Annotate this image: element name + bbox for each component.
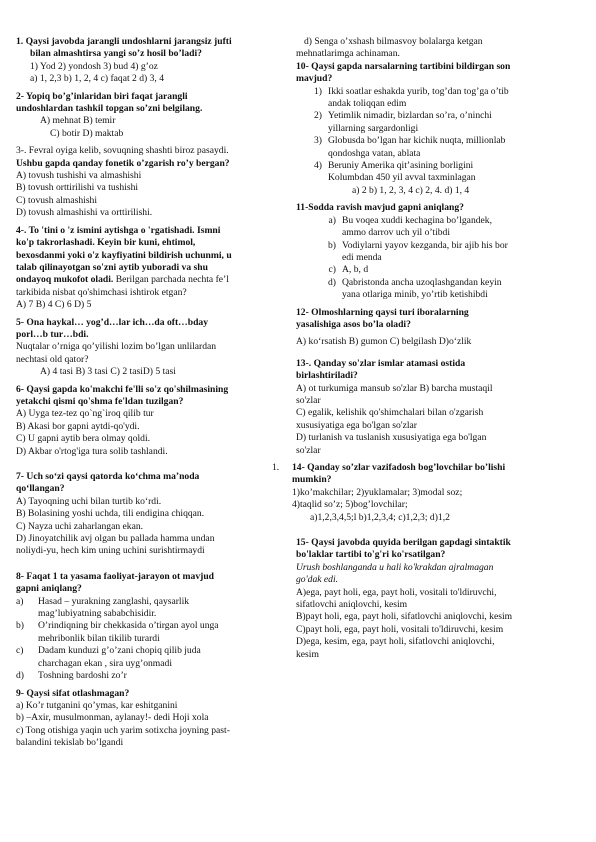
question-7-option: B) Bolasining yoshi uchda, tili endigina chiqqan.: [16, 508, 205, 520]
question-15-sentence-line: go'dak edi.: [296, 574, 339, 586]
option-text-line: Hasad – yurakning zanglashi, qaysarlik: [38, 595, 190, 607]
question-4: [16, 225, 288, 312]
option-text: [342, 215, 568, 240]
question-15-sentence-line: Urush boshlanganda u hali ko'krakdan ajralmagan: [296, 561, 494, 573]
question-13-title-line: 13-. Qanday so'zlar ismlar atamasi ostida: [296, 357, 466, 369]
question-12: [296, 307, 568, 349]
question-4-title-line: ko'p takrorlashadi. Keyin bir kuni, ehtimol,: [16, 237, 196, 249]
question-7-option: noliydi-yu, hech kim uning uchini surishtirmaydi: [16, 545, 205, 557]
question-9: [16, 688, 288, 750]
item-text-line: Kolumbdan 450 yil avval taxminlagan: [328, 172, 476, 184]
item-number: 1): [314, 85, 322, 97]
question-4-normal-tail: Berilgan parchada nechta fe’l: [113, 274, 229, 286]
question-12-title-line: yasalishiga asos bo’la oladi?: [296, 318, 411, 330]
option-text: [342, 240, 568, 265]
question-14-title-line: 14- Qanday so’zlar vazifadosh bog’lovchilar bo’lishi: [292, 462, 506, 473]
question-6: [16, 384, 288, 458]
question-7-option: A) Tayoqning uchi bilan turtib ko‘rdi.: [16, 495, 162, 507]
item-text: [328, 135, 568, 160]
question-2-title-line: 2- Yopiq bo’g’inlaridan biri faqat jarangli: [16, 90, 188, 102]
left-column: [16, 36, 288, 755]
question-5-body-line: Nuqtalar o’rniga qo’yilishi lozim bo’lgan unlilardan: [16, 341, 217, 353]
question-1-options: a) 1, 2,3 b) 1, 2, 4 c) faqat 2 d) 3, 4: [30, 73, 165, 85]
item-text: [328, 110, 568, 135]
question-8-option: [16, 620, 288, 645]
question-8-option: [16, 645, 288, 670]
question-11-option: [296, 215, 568, 240]
question-6-option: A) Uyga tez-tez qo`ng`iroq qilib tur: [16, 408, 154, 420]
question-6-option: C) U gapni aytib bera olmay qoldi.: [16, 433, 151, 445]
question-6-title-line: 6- Qaysi gapda ko'makchi fe'lli so'z qo'shilmasining: [16, 383, 229, 395]
question-13-option-line: so'zlar: [296, 394, 321, 406]
question-15-option-line: sifatlovchi aniqlovchi, kesim: [296, 599, 408, 611]
question-11-option: [296, 277, 568, 302]
option-text-line: mag’lubiyatning sababchisidir.: [38, 608, 157, 620]
question-15-option-line: A)ega, payt holi, ega, payt holi, vositali to'ldiruvchi,: [296, 586, 497, 598]
item-number: 3): [314, 135, 322, 147]
question-3-option: C) tovush almashishi: [16, 194, 98, 206]
item-text-line: Yetimlik nimadir, bizlardan so’ra, o’ninchi: [328, 110, 492, 122]
option-text-line: Toshning bardoshi zo’r: [38, 670, 127, 682]
option-text-line: yana otlariga minib, yo’rtib ketishibdi: [342, 289, 488, 301]
option-text-line: Qabristonda ancha uzoqlashgandan keyin: [342, 276, 502, 288]
question-9-option: balandini tekislab bo’lgandi: [16, 737, 124, 749]
option-text: [38, 645, 288, 670]
option-key: d): [16, 670, 24, 682]
question-9-option: a) Ko’r tutganini qo’ymas, kar eshitganini: [16, 699, 178, 711]
question-4-title-line: talab qilinayotgan so'zni aytib yuboradi va shu: [16, 261, 208, 273]
question-8-title-line: 8- Faqat 1 ta yasama faoliyat-jarayon ot mavjud: [16, 570, 214, 582]
option-key: b): [328, 239, 336, 251]
item-text-line: Globusda bo’lgan har kichik nuqta, millionlab: [328, 135, 506, 147]
question-4-title-line: [16, 274, 288, 286]
question-14-item-line: 1)ko’makchilar; 2)yuklamalar; 3)modal soz;: [292, 486, 463, 498]
question-13: [296, 358, 568, 457]
option-key: a): [16, 595, 24, 607]
question-5-options: A) 4 tasi B) 3 tasi C) 2 tasiD) 5 tasi: [40, 366, 176, 378]
question-7-option: D) Jinoyatchilik avj olgan bu pallada hamma undan: [16, 533, 215, 545]
option-text: [342, 277, 568, 302]
question-14-options: a)1,2,3,4,5;l b)1,2,3,4; c)1,2,3; d)1,2: [310, 511, 450, 523]
item-text: [328, 86, 568, 111]
question-8: [16, 571, 288, 683]
option-text-line: ammo darrov uch yil o’tibdi: [342, 227, 450, 239]
question-3: [16, 145, 288, 219]
question-5-title-line: porl…b tur…bdi.: [16, 328, 89, 340]
question-14-title-line: mumkin?: [292, 474, 332, 486]
item-text-line: Beruniy Amerika qit’asining borligini: [328, 160, 474, 172]
question-11: [296, 202, 568, 301]
option-text: [342, 264, 568, 276]
item-text-line: Ikki soatlar eshakda yurib, tog’dan tog’ga o’tib: [328, 85, 509, 97]
question-8-title-line: gapni aniqlang?: [16, 583, 82, 595]
item-number: 4): [314, 160, 322, 172]
question-15-option-line: kesim: [296, 648, 319, 660]
option-key: c): [328, 264, 336, 276]
question-14-item-line: 4)taqlid so’z; 5)bog’lovchilar;: [292, 499, 408, 511]
question-14-list-number: 1.: [272, 462, 280, 473]
question-7-title-line: 7- Uch so‘zi qaysi qatorda ko‘chma ma’noda: [16, 471, 200, 482]
question-15-title-line: bo'laklar tartibi to'g'ri ko'rsatilgan?: [296, 549, 446, 561]
question-15: [296, 537, 568, 661]
question-10-title-line: mavjud?: [296, 73, 333, 85]
question-10-item: [296, 135, 568, 160]
question-9-title: 9- Qaysi sifat otlashmagan?: [16, 687, 130, 699]
question-8-option: [16, 596, 288, 621]
question-9-option-d-line: mehnatlarimga achinaman.: [296, 48, 400, 60]
item-number: 2): [314, 110, 322, 122]
question-5-body-line: nechtasi old qator?: [16, 353, 89, 365]
item-text-line: yillarning sargardonligi: [328, 122, 419, 134]
question-13-option-line: A) ot turkumiga mansub so'zlar B) barcha mustaqil: [296, 382, 493, 394]
question-10-item: [296, 86, 568, 111]
question-10-item: [296, 160, 568, 185]
question-13-option-line: xususiyatiga ega bo'lgan so'zlar: [296, 419, 417, 431]
question-11-option: [296, 240, 568, 265]
question-14: [272, 462, 568, 524]
question-9-option: c) Tong otishiga yaqin uch yarim sotixcha joyning past-: [16, 724, 230, 736]
option-text-line: Vodiylarni yayov kezganda, bir ajib his bor: [342, 239, 508, 251]
right-column: [272, 36, 568, 666]
question-11-option: [296, 264, 568, 276]
question-3-title-line: 3-. Fevral oyiga kelib, sovuqning shashti biroz pasaydi.: [16, 145, 229, 157]
question-13-option-line: D) turlanish va tuslanish xususiyatiga ega bo'lgan: [296, 432, 487, 444]
option-text-line: Dadam kunduzi g’o’zani chopiq qilib juda: [38, 645, 201, 657]
question-5-title-line: 5- Ona haykal… yog’d…lar ich…da oft…bday: [16, 316, 208, 328]
question-13-option-line: C) egalik, kelishik qo'shimchalari bilan o'zgarish: [296, 407, 484, 419]
question-4-bold-tail: ondayoq mukofot oladi.: [16, 274, 114, 286]
question-1-items: 1) Yod 2) yondosh 3) bud 4) g’oz: [30, 60, 158, 72]
option-text-line: O’rindiqning bir chekkasida o’tirgan ayol unga: [38, 620, 219, 632]
question-10-item: [296, 110, 568, 135]
question-3-title-line: Ushbu gapda qanday fonetik o’zgarish ro’y bergan?: [16, 157, 230, 169]
item-text-line: andak toliqqan edim: [328, 98, 407, 110]
question-1: [16, 36, 288, 86]
question-4-title-line: bexosdanmi yoki o'z kayfiyatini bildirish uchunmi, u: [16, 249, 232, 261]
item-text-line: qondoshga vatan, ablata: [328, 147, 421, 159]
question-6-option: B) Akasi bor gapni aytdi-qo'ydi.: [16, 420, 140, 432]
question-5: [16, 317, 288, 379]
question-8-option: [16, 670, 288, 682]
option-text: [38, 620, 288, 645]
question-4-options: A) 7 B) 4 C) 6 D) 5: [16, 299, 92, 311]
question-1-title-line: 1. Qaysi javobda jarangli undoshlarni jarangsiz jufti: [16, 36, 232, 47]
question-7-title-line: qo‘llangan?: [16, 483, 65, 495]
question-6-title-line: yetakchi qismi qo'shma fe'ldan tuzilgan?: [16, 395, 184, 407]
question-11-title: 11-Sodda ravish mavjud gapni aniqlang?: [296, 202, 464, 214]
question-2: [16, 91, 288, 141]
question-9-option: b) –Axir, musulmonman, aylanay!- dedi Hoji xola: [16, 712, 209, 724]
option-key: a): [328, 214, 336, 226]
option-key: b): [16, 620, 24, 632]
option-text: [38, 670, 288, 682]
question-15-option-line: D)ega, kesim, ega, payt holi, sifatlovchi aniqlovchi,: [296, 636, 495, 648]
question-13-title-line: birlashtiriladi?: [296, 370, 358, 382]
question-12-options: A) ko‘rsatish B) gumon C) belgilash D)o‘zlik: [296, 336, 472, 348]
option-key: c): [16, 645, 24, 657]
option-text: [38, 596, 288, 621]
question-1-title-line: bilan almashtirsa yangi so’z hosil bo’ladi?: [30, 48, 202, 60]
option-text-line: A, b, d: [342, 264, 369, 276]
question-15-option-line: C)payt holi, ega, payt holi, vositali to'ldiruvchi, kesim: [296, 623, 504, 635]
question-10-options: a) 2 b) 1, 2, 3, 4 c) 2, 4. d) 1, 4: [352, 184, 470, 196]
question-2-options-row: A) mehnat B) temir: [40, 115, 116, 127]
question-9-option-d: [296, 36, 568, 61]
question-10: [296, 61, 568, 197]
question-3-option: D) tovush almashishi va orttirilishi.: [16, 207, 153, 219]
question-3-option: B) tovush orttirilishi va tushishi: [16, 182, 139, 194]
question-7: [16, 471, 288, 558]
question-3-option: A) tovush tushishi va almashishi: [16, 170, 142, 182]
option-text-line: mehribonlik bilan tikilib turardi: [38, 632, 160, 644]
question-2-options-row: C) botir D) maktab: [50, 127, 124, 139]
question-2-title-line: undoshlardan tashkil topgan so’zni belgilang.: [16, 103, 203, 115]
option-text-line: edi menda: [342, 251, 382, 263]
question-15-option-line: B)payt holi, ega, payt holi, sifatlovchi aniqlovchi, kesim: [296, 611, 513, 623]
question-4-title-line: 4-. To 'tini o 'z ismini aytishga o 'rgatishadi. Ismni: [16, 224, 221, 236]
question-6-option: D) Akbar o'rtog'iga tura solib tashlandi.: [16, 445, 168, 457]
question-13-option-line: so'zlar: [296, 444, 321, 456]
question-4-line: tarkibida nisbat qo'shimchasi ishtirok etgan?: [16, 286, 187, 298]
question-12-title-line: 12- Olmoshlarning qaysi turi iboralarning: [296, 306, 469, 318]
option-text-line: charchagan ekan , sira uyg’onmadi: [38, 657, 172, 669]
question-9-option-d-line: d) Senga o’xshash bilmasvoy bolalarga ketgan: [304, 36, 483, 47]
question-15-title-line: 15- Qaysi javobda quyida berilgan gapdagi sintaktik: [296, 537, 511, 549]
question-10-title-line: 10- Qaysi gapda narsalarning tartibini bildirgan son: [296, 60, 511, 72]
option-key: d): [328, 276, 336, 288]
option-text-line: Bu voqea xuddi kechagina bo’lgandek,: [342, 214, 492, 226]
question-7-option: C) Nayza uchi zaharlangan ekan.: [16, 520, 144, 532]
item-text: [328, 160, 568, 185]
